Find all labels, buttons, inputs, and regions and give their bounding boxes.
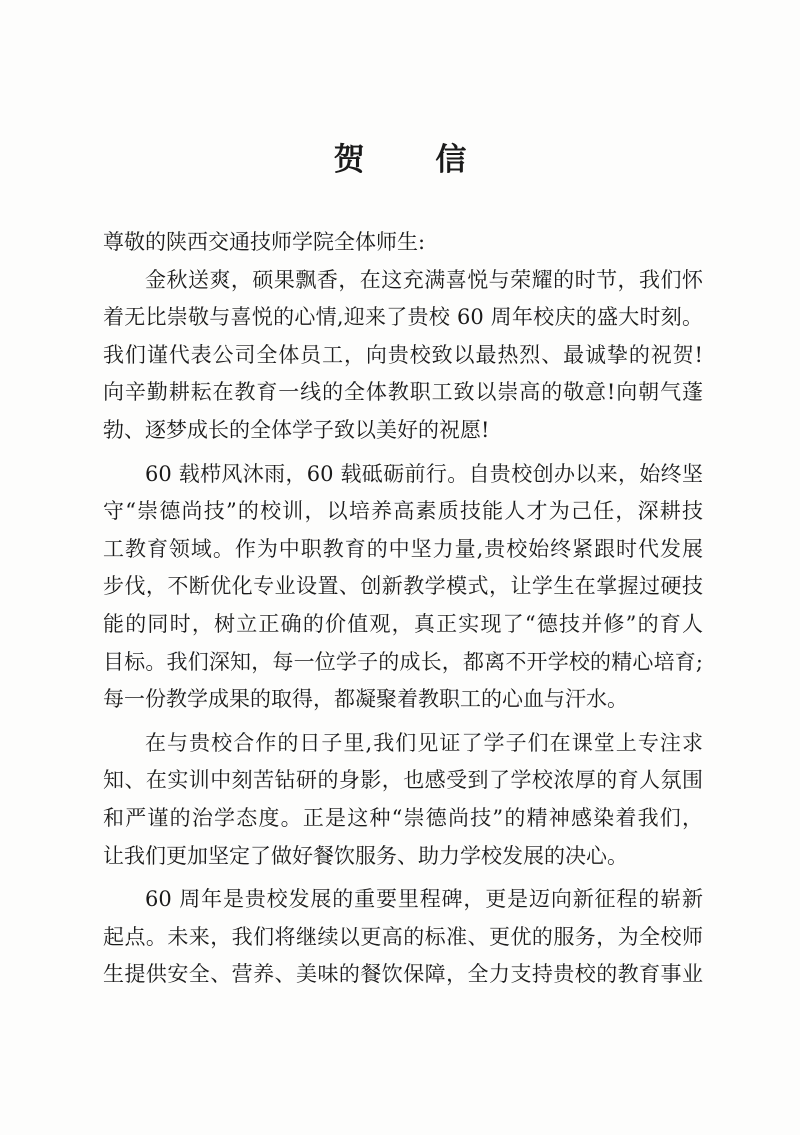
paragraph-4 xyxy=(103,881,703,994)
paragraph-line: 每一份教学成果的取得，都凝聚着教职工的心血与汗水。 xyxy=(103,687,628,712)
paragraph-line: 知、在实训中刻苦钻研的身影，也感受到了学校浓厚的育人氛围 xyxy=(103,768,703,793)
paragraph-2 xyxy=(103,456,703,719)
paragraph-line: 工教育领域。作为中职教育的中坚力量,贵校始终紧跟时代发展 xyxy=(103,536,703,561)
paragraph-line: 勃、逐梦成长的全体学子致以美好的祝愿! xyxy=(103,417,490,442)
paragraph-line: 金秋送爽，硕果飘香，在这充满喜悦与荣耀的时节，我们怀 xyxy=(145,267,703,292)
paragraph-line: 步伐，不断优化专业设置、创新教学模式，让学生在掌握过硬技 xyxy=(103,574,703,599)
salutation: 尊敬的陕西交通技师学院全体师生: xyxy=(103,230,426,254)
letter-title: 贺 信 xyxy=(333,142,497,178)
paragraph-line: 60 周年是贵校发展的重要里程碑，更是迈向新征程的崭新 xyxy=(145,887,703,912)
paragraph-line: 起点。未来，我们将继续以更高的标准、更优的服务，为全校师 xyxy=(103,924,703,949)
paragraph-line: 我们谨代表公司全体员工，向贵校致以最热烈、最诚挚的祝贺! xyxy=(103,342,703,367)
paragraph-line: 60 载栉风沐雨，60 载砥砺前行。自贵校创办以来，始终坚 xyxy=(145,461,703,486)
paragraph-line: 在与贵校合作的日子里,我们见证了学子们在课堂上专注求 xyxy=(145,730,703,755)
paragraph-line: 能的同时，树立正确的价值观，真正实现了“德技并修”的育人 xyxy=(103,611,703,636)
paragraph-line: 向辛勤耕耘在教育一线的全体教职工致以崇高的敬意!向朝气蓬 xyxy=(103,380,703,405)
paragraph-line: 目标。我们深知，每一位学子的成长，都离不开学校的精心培育; xyxy=(103,649,703,674)
paragraph-line: 让我们更加坚定了做好餐饮服务、助力学校发展的决心。 xyxy=(103,843,628,868)
paragraph-1 xyxy=(103,262,703,450)
paragraph-3 xyxy=(103,725,703,875)
paragraph-line: 生提供安全、营养、美味的餐饮保障，全力支持贵校的教育事业 xyxy=(103,962,703,987)
letter-body xyxy=(103,224,703,994)
paragraph-line: 和严谨的治学态度。正是这种“崇德尚技”的精神感染着我们， xyxy=(103,805,703,830)
paragraph-line: 着无比崇敬与喜悦的心情,迎来了贵校 60 周年校庆的盛大时刻。 xyxy=(103,305,703,330)
paragraph-line: 守“崇德尚技”的校训，以培养高素质技能人才为己任，深耕技 xyxy=(103,499,703,524)
